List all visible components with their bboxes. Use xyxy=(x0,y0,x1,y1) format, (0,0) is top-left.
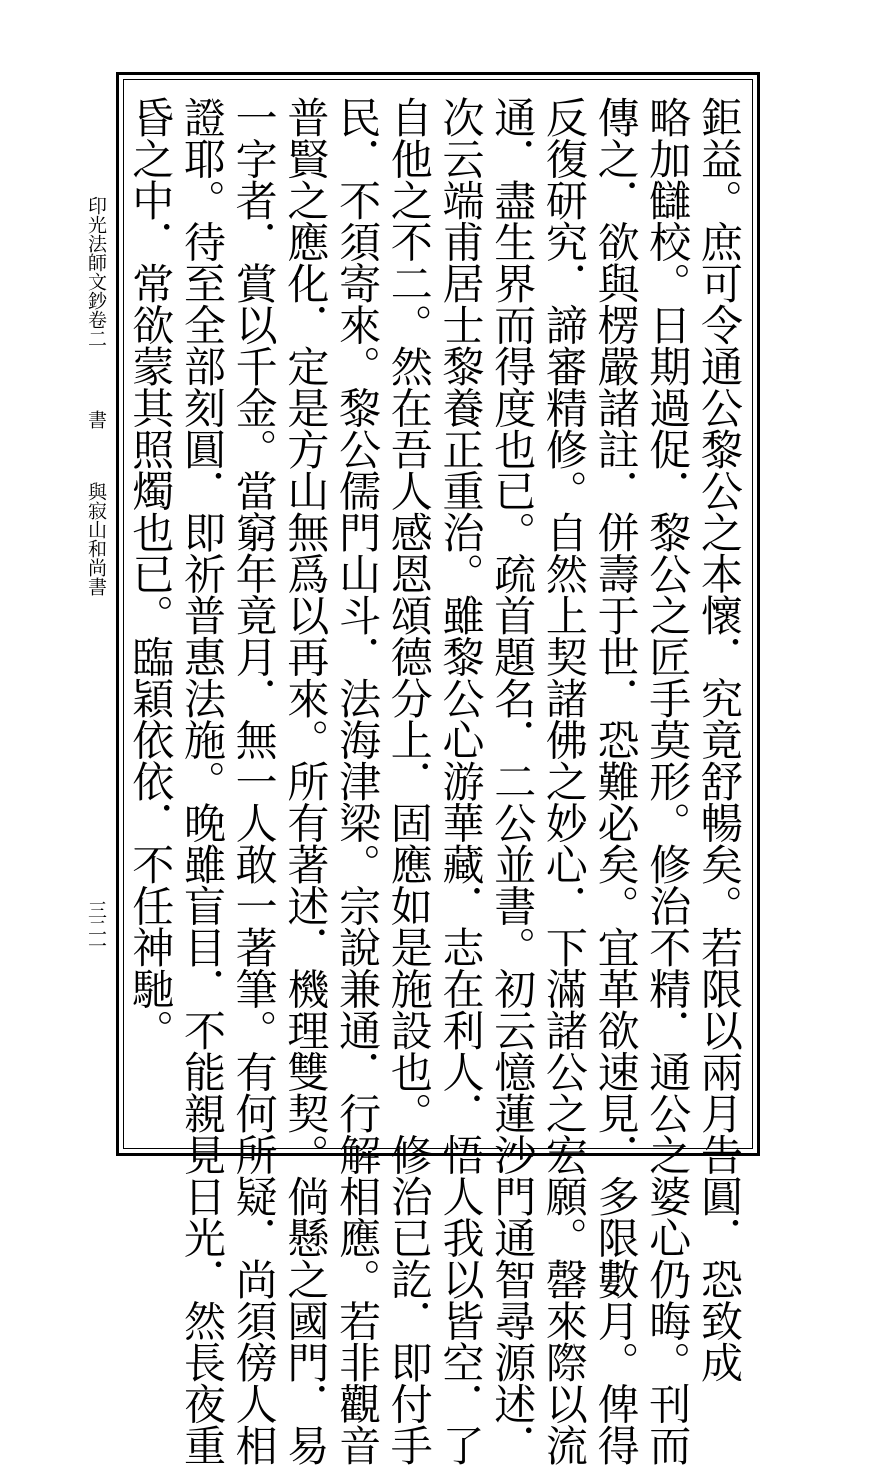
margin-book-title: 印光法師文鈔卷二 xyxy=(85,196,107,348)
text-column: 普賢之應化．定是方山無爲以再來。所有著述．機理雙契。倘懸之國門．易 xyxy=(281,96,331,1466)
text-column: 通．盡生界而得度也已。疏首題名．二公並書。初云憶蓮沙門通智尋源述． xyxy=(488,96,538,1466)
margin-letter-title: 與寂山和尚書 xyxy=(85,482,107,596)
text-column: 自他之不二。然在吾人感恩頌德分上．固應如是施設也。修治已訖．即付手 xyxy=(384,96,434,1466)
text-column: 傳之．欲與楞嚴諸註．併壽于世．恐難必矣。宜革欲速見．多限數月。俾得 xyxy=(591,96,641,1466)
text-column: 略加讎校。日期過促．黎公之匠手莫形。修治不精．通公之婆心仍晦。刊而 xyxy=(643,96,693,1466)
page-number: 三二一 xyxy=(85,900,107,954)
text-column: 一字者．賞以千金。當窮年竟月．無一人敢一著筆。有何所疑．尚須傍人相 xyxy=(229,96,279,1466)
text-column: 證耶。待至全部刻圓．即祈普惠法施。晚雖盲目．不能親見日光．然長夜重 xyxy=(177,96,227,1466)
text-column: 昏之中．常欲蒙其照燭也已。臨穎依依．不任神馳。 xyxy=(126,96,176,1051)
text-column: 鉅益。庶可令通公黎公之本懷．究竟舒暢矣。若限以兩月告圓．恐致成 xyxy=(695,96,744,1383)
margin-section: 書 xyxy=(85,410,107,429)
letter-body xyxy=(125,96,745,1466)
text-column: 次云端甫居士黎養正重治。雖黎公心游華藏．志在利人．悟人我以皆空．了 xyxy=(436,96,486,1466)
text-column: 民．不須寄來。黎公儒門山斗．法海津梁。宗說兼通．行解相應。若非觀音 xyxy=(333,96,383,1466)
text-column: 反復研究．諦審精修。自然上契諸佛之妙心．下滿諸公之宏願。罄來際以流 xyxy=(539,96,589,1466)
